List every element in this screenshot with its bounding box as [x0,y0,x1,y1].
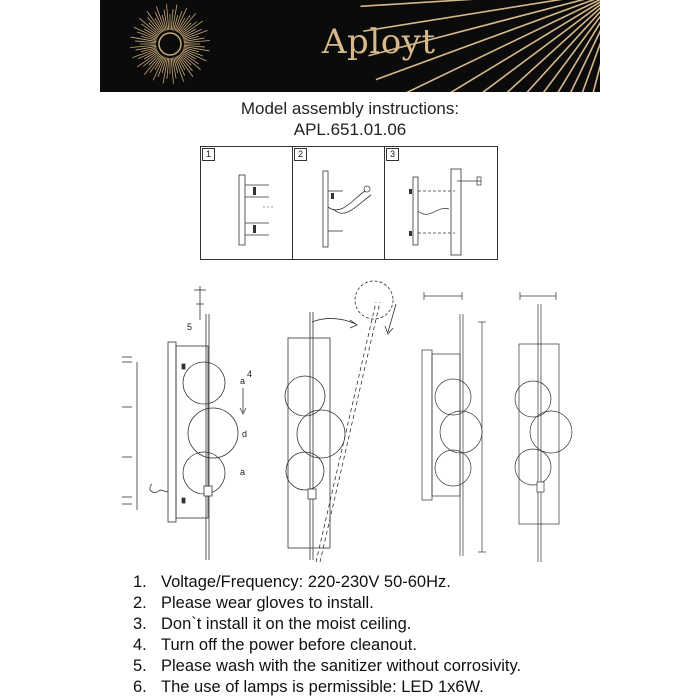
assembly-steps-panel [200,146,498,260]
instruction-text: The use of lamps is permissible: LED 1x6W. [161,678,484,696]
dimensions-front-view [515,292,572,562]
instruction-text: Please wash with the sanitizer without corrosivity. [161,657,522,675]
callout-label-a-bottom: a [240,467,246,477]
step-number: 1 [202,148,215,161]
step-1-illustration [201,147,292,259]
step-number: 2 [294,148,307,161]
step-panel-2 [292,147,384,259]
callout-label-4: 4 [247,369,253,379]
lamp-technical-drawing [110,280,580,570]
direction-arrow [240,388,246,414]
dimensions-side-view [422,292,486,556]
callout-label-a-top: a [240,376,246,386]
sun-ray [412,2,600,92]
instruction-number: 3. [133,615,147,633]
instructions-list [133,572,521,698]
instruction-item [133,635,521,656]
side-view-installation [122,286,238,560]
instruction-number: 5. [133,657,147,675]
sun-ray [485,7,600,92]
step-2-illustration [293,147,385,259]
front-view-rotation [285,281,396,562]
instruction-item [133,656,521,677]
instruction-number: 1. [133,573,147,591]
page-title: Model assembly instructions: [240,99,460,118]
step-panel-1 [201,147,292,259]
instruction-number: 6. [133,678,147,696]
instruction-text: Voltage/Frequency: 220-230V 50-60Hz. [161,573,451,591]
instruction-text: Please wear gloves to install. [161,594,374,612]
sun-ray [465,6,600,92]
model-number: APL.651.01.06 [293,120,407,139]
instruction-item [133,677,521,698]
instruction-number: 2. [133,594,147,612]
step-panel-3 [384,147,497,259]
callout-label-5: 5 [187,322,193,332]
instruction-item [133,572,521,593]
instruction-item [133,593,521,614]
callout-label-d: d [242,429,248,439]
instruction-text: Don`t install it on the moist ceiling. [161,615,412,633]
brand-logo-text: Aployt [322,22,436,62]
step-3-illustration [385,147,498,259]
instruction-item [133,614,521,635]
brand-banner [100,0,600,92]
sun-core [159,33,181,55]
step-number: 3 [386,148,399,161]
instruction-text: Turn off the power before cleanout. [161,636,417,654]
instruction-number: 4. [133,636,147,654]
